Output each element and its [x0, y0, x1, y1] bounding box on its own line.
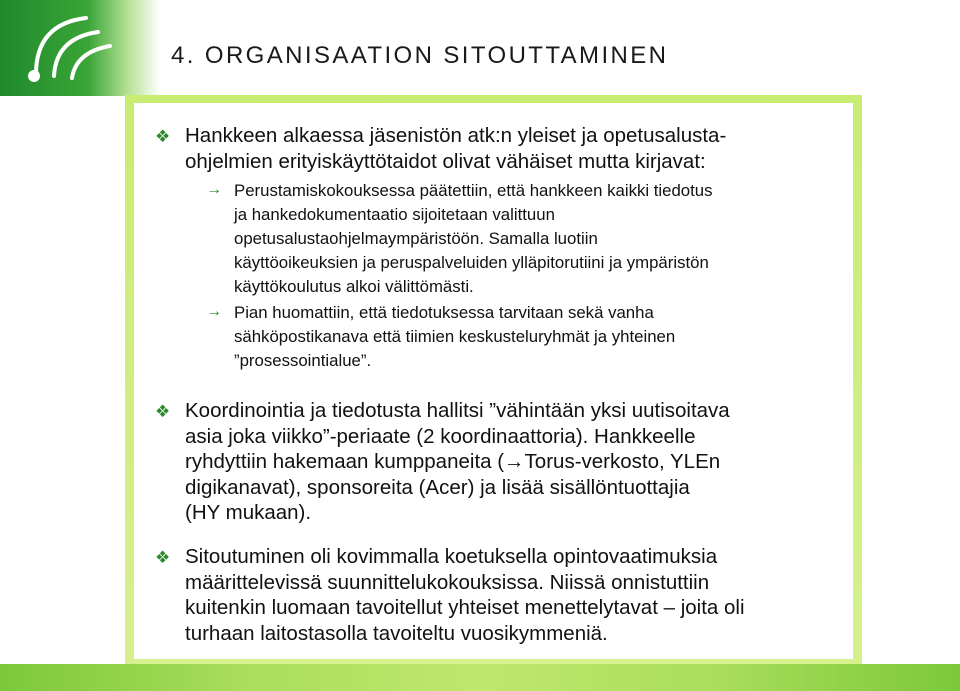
arrow-bullet-icon: → [206, 181, 222, 198]
corner-decoration [0, 0, 160, 96]
text-line: määrittelevissä suunnittelukokouksissa. Niissä onnistuttiin [185, 570, 710, 594]
text-line: ohjelmien erityiskäyttötaidot olivat vähäiset mutta kirjavat: [185, 149, 706, 173]
sub-bullet-1 [206, 179, 713, 299]
main-bullet-1-text [185, 123, 726, 174]
main-bullet-3-text [185, 544, 745, 646]
arrow-bullet-icon: → [206, 303, 222, 320]
text-line: digikanavat), sponsoreita (Acer) ja lisää sisällöntuottajia [185, 475, 690, 499]
diamond-bullet-icon: ❖ [155, 127, 171, 146]
sub-bullet-1-text [234, 179, 713, 299]
text-line: käyttökoulutus alkoi välittömästi. [234, 277, 474, 296]
text-line: Perustamiskokouksessa päätettiin, että hankkeen kaikki tiedotus [234, 181, 713, 200]
main-bullet-2 [155, 398, 730, 526]
main-bullet-1 [155, 123, 726, 174]
text-line: opetusalustaohjelmaympäristöön. Samalla luotiin [234, 229, 598, 248]
diamond-bullet-icon: ❖ [155, 548, 171, 567]
main-bullet-3 [155, 544, 745, 646]
text-line: (HY mukaan). [185, 501, 312, 524]
text-line: ja hankedokumentaatio sijoitetaan valittuun [234, 205, 555, 224]
text-line: sähköpostikanava että tiimien keskusteluryhmät ja yhteinen [234, 327, 676, 346]
logo-graphic [6, 4, 156, 88]
slide-title: 4. ORGANISAATION SITOUTTAMINEN [171, 42, 669, 69]
text-line: ”prosessointialue”. [234, 351, 372, 370]
text-line: kuitenkin luomaan tavoitellut yhteiset menettelytavat – joita oli [185, 596, 745, 619]
text-line: turhaan laitostasolla tavoiteltu vuosikymmeniä. [185, 621, 608, 645]
text-line: ryhdyttiin hakemaan kumppaneita (→Torus-verkosto, YLEn [185, 450, 721, 473]
text-line: Sitoutuminen oli kovimmalla koetuksella opintovaatimuksia [185, 545, 718, 568]
text-line: Pian huomattiin, että tiedotuksessa tarvitaan sekä vanha [234, 303, 654, 322]
sub-bullet-2 [206, 301, 675, 373]
diamond-bullet-icon: ❖ [155, 402, 171, 421]
bottom-bar [0, 664, 960, 691]
sub-bullet-2-text [234, 301, 675, 373]
text-line: asia joka viikko”-periaate (2 koordinaattoria). Hankkeelle [185, 424, 696, 448]
text-line: Hankkeen alkaessa jäsenistön atk:n yleiset ja opetusalusta- [185, 124, 727, 147]
text-line: käyttöoikeuksien ja peruspalveluiden ylläpitorutiini ja ympäristön [234, 253, 709, 272]
text-line: Koordinointia ja tiedotusta hallitsi ”vähintään yksi uutisoitava [185, 399, 730, 422]
main-bullet-2-text [185, 398, 730, 526]
